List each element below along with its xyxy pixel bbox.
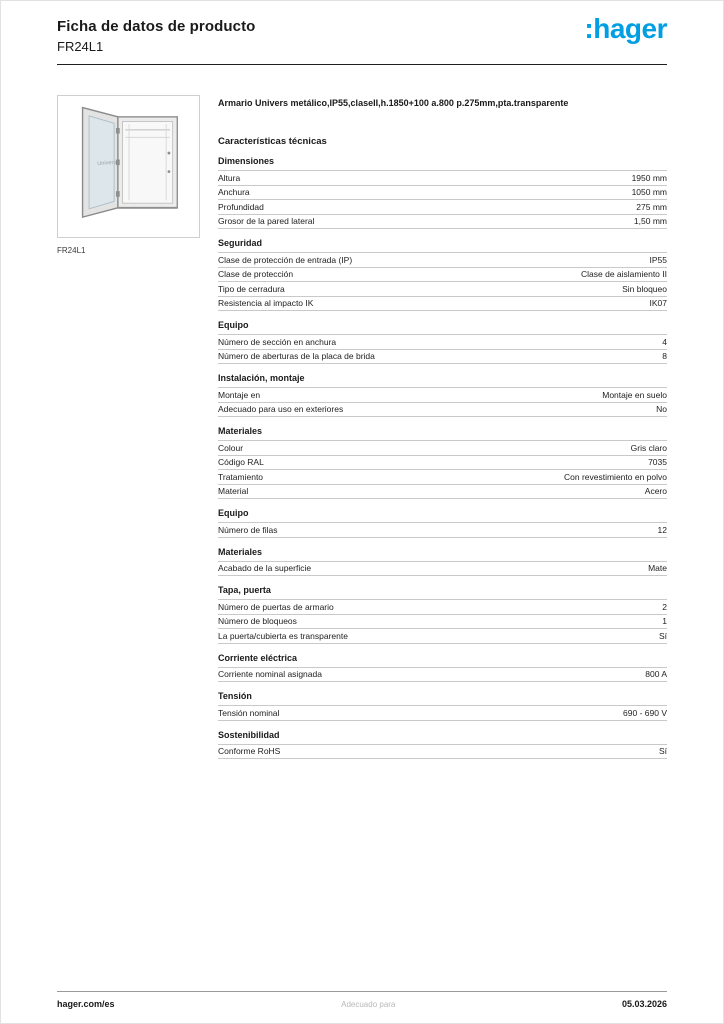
spec-section	[218, 691, 667, 721]
spec-value: Clase de aislamiento II	[492, 267, 667, 282]
product-image-caption: FR24L1	[57, 246, 86, 255]
section-title: Tapa, puerta	[218, 585, 667, 600]
spec-value: 800 A	[589, 668, 667, 682]
header	[0, 0, 724, 54]
spec-value: Mate	[591, 562, 667, 576]
characteristics-title: Características técnicas	[218, 136, 327, 148]
spec-sections	[218, 156, 667, 759]
spec-row	[218, 441, 667, 455]
spec-row	[218, 706, 667, 720]
spec-table	[218, 253, 667, 311]
spec-row	[218, 455, 667, 470]
spec-section	[218, 585, 667, 644]
cabinet-interior	[122, 121, 172, 203]
footer-link[interactable]: hager.com/es	[57, 999, 115, 1009]
spec-value: 690 - 690 V	[480, 706, 667, 720]
header-divider	[57, 64, 667, 65]
main-content	[0, 95, 724, 759]
spec-value: 7035	[356, 455, 667, 470]
spec-label: Altura	[218, 171, 546, 185]
spec-label: Adecuado para uso en exteriores	[218, 402, 514, 417]
spec-table	[218, 388, 667, 417]
spec-label: Acabado de la superficie	[218, 562, 591, 576]
section-title: Materiales	[218, 547, 667, 562]
section-title: Seguridad	[218, 238, 667, 253]
spec-row	[218, 614, 667, 629]
spec-table	[218, 171, 667, 229]
spec-row	[218, 562, 667, 576]
section-title: Instalación, montaje	[218, 373, 667, 388]
spec-label: Código RAL	[218, 455, 356, 470]
spec-value: 275 mm	[546, 200, 667, 215]
spec-label: Tensión nominal	[218, 706, 480, 720]
product-code: FR24L1	[57, 39, 104, 54]
spec-value: Sí	[641, 629, 667, 644]
spec-value: 8	[654, 349, 667, 364]
spec-value: 1050 mm	[546, 185, 667, 200]
spec-row	[218, 349, 667, 364]
spec-label: Resistencia al impacto IK	[218, 296, 492, 311]
section-title: Sostenibilidad	[218, 730, 667, 745]
footer-center-text: Adecuado para	[341, 1000, 396, 1009]
spec-value: Sin bloqueo	[492, 282, 667, 297]
spec-row	[218, 282, 667, 297]
spec-row	[218, 171, 667, 185]
spec-label: Clase de protección	[218, 267, 492, 282]
spec-section	[218, 730, 667, 760]
spec-value: Sí	[616, 745, 667, 759]
spec-label: Colour	[218, 441, 356, 455]
spec-value: IP55	[492, 253, 667, 267]
spec-row	[218, 185, 667, 200]
spec-label: Número de puertas de armario	[218, 600, 641, 614]
spec-value: 1,50 mm	[546, 214, 667, 229]
spec-label: Número de aberturas de la placa de brida	[218, 349, 654, 364]
product-image-column	[57, 95, 200, 759]
spec-section	[218, 508, 667, 538]
spec-label: Profundidad	[218, 200, 546, 215]
spec-label: Conforme RoHS	[218, 745, 616, 759]
spec-row	[218, 388, 667, 402]
section-title: Equipo	[218, 320, 667, 335]
spec-table	[218, 745, 667, 760]
spec-row	[218, 335, 667, 349]
product-description: Armario Univers metálico,IP55,claseII,h.1850+100 a.800 p.275mm,pta.transparente	[218, 98, 569, 108]
spec-row	[218, 523, 667, 537]
spec-row	[218, 296, 667, 311]
product-image-box	[57, 95, 200, 238]
svg-text:Univers: Univers	[96, 159, 116, 167]
spec-value: 1	[641, 614, 667, 629]
spec-value: 4	[654, 335, 667, 349]
section-title: Materiales	[218, 426, 667, 441]
spec-column	[218, 95, 667, 759]
spec-label: Anchura	[218, 185, 546, 200]
spec-label: Clase de protección de entrada (IP)	[218, 253, 492, 267]
spec-value: Con revestimiento en polvo	[356, 470, 667, 485]
spec-table	[218, 441, 667, 499]
spec-section	[218, 156, 667, 229]
spec-table	[218, 668, 667, 683]
spec-label: Número de sección en anchura	[218, 335, 654, 349]
footer	[57, 991, 667, 1009]
spec-row	[218, 402, 667, 417]
section-title: Dimensiones	[218, 156, 667, 171]
spec-table	[218, 706, 667, 721]
spec-row	[218, 484, 667, 499]
spec-value: Gris claro	[356, 441, 667, 455]
hager-logo: :hager	[584, 13, 667, 44]
section-title: Tensión	[218, 691, 667, 706]
spec-value: IK07	[492, 296, 667, 311]
spec-row	[218, 668, 667, 682]
spec-table	[218, 523, 667, 538]
spec-value: 2	[641, 600, 667, 614]
spec-table	[218, 335, 667, 364]
spec-table	[218, 562, 667, 577]
spec-value: 1950 mm	[546, 171, 667, 185]
spec-label: Corriente nominal asignada	[218, 668, 589, 682]
spec-section	[218, 547, 667, 577]
spec-section	[218, 320, 667, 364]
spec-row	[218, 629, 667, 644]
spec-row	[218, 253, 667, 267]
spec-section	[218, 653, 667, 683]
spec-section	[218, 373, 667, 417]
spec-section	[218, 426, 667, 499]
spec-value: 12	[605, 523, 667, 537]
spec-row	[218, 470, 667, 485]
spec-label: Grosor de la pared lateral	[218, 214, 546, 229]
spec-label: Número de filas	[218, 523, 605, 537]
spec-row	[218, 200, 667, 215]
spec-row	[218, 745, 667, 759]
spec-value: Montaje en suelo	[514, 388, 667, 402]
spec-label: Número de bloqueos	[218, 614, 641, 629]
spec-row	[218, 267, 667, 282]
spec-label: Montaje en	[218, 388, 514, 402]
spec-value: No	[514, 402, 667, 417]
cabinet-line-drawing-icon	[64, 102, 194, 232]
spec-label: Tipo de cerradura	[218, 282, 492, 297]
spec-label: Tratamiento	[218, 470, 356, 485]
section-title: Corriente eléctrica	[218, 653, 667, 668]
spec-label: Material	[218, 484, 356, 499]
spec-table	[218, 600, 667, 644]
spec-value: Acero	[356, 484, 667, 499]
spec-label: La puerta/cubierta es transparente	[218, 629, 641, 644]
footer-date: 05.03.2026	[621, 999, 667, 1009]
spec-row	[218, 214, 667, 229]
spec-section	[218, 238, 667, 311]
page-title: Ficha de datos de producto	[57, 18, 256, 35]
spec-row	[218, 600, 667, 614]
section-title: Equipo	[218, 508, 667, 523]
